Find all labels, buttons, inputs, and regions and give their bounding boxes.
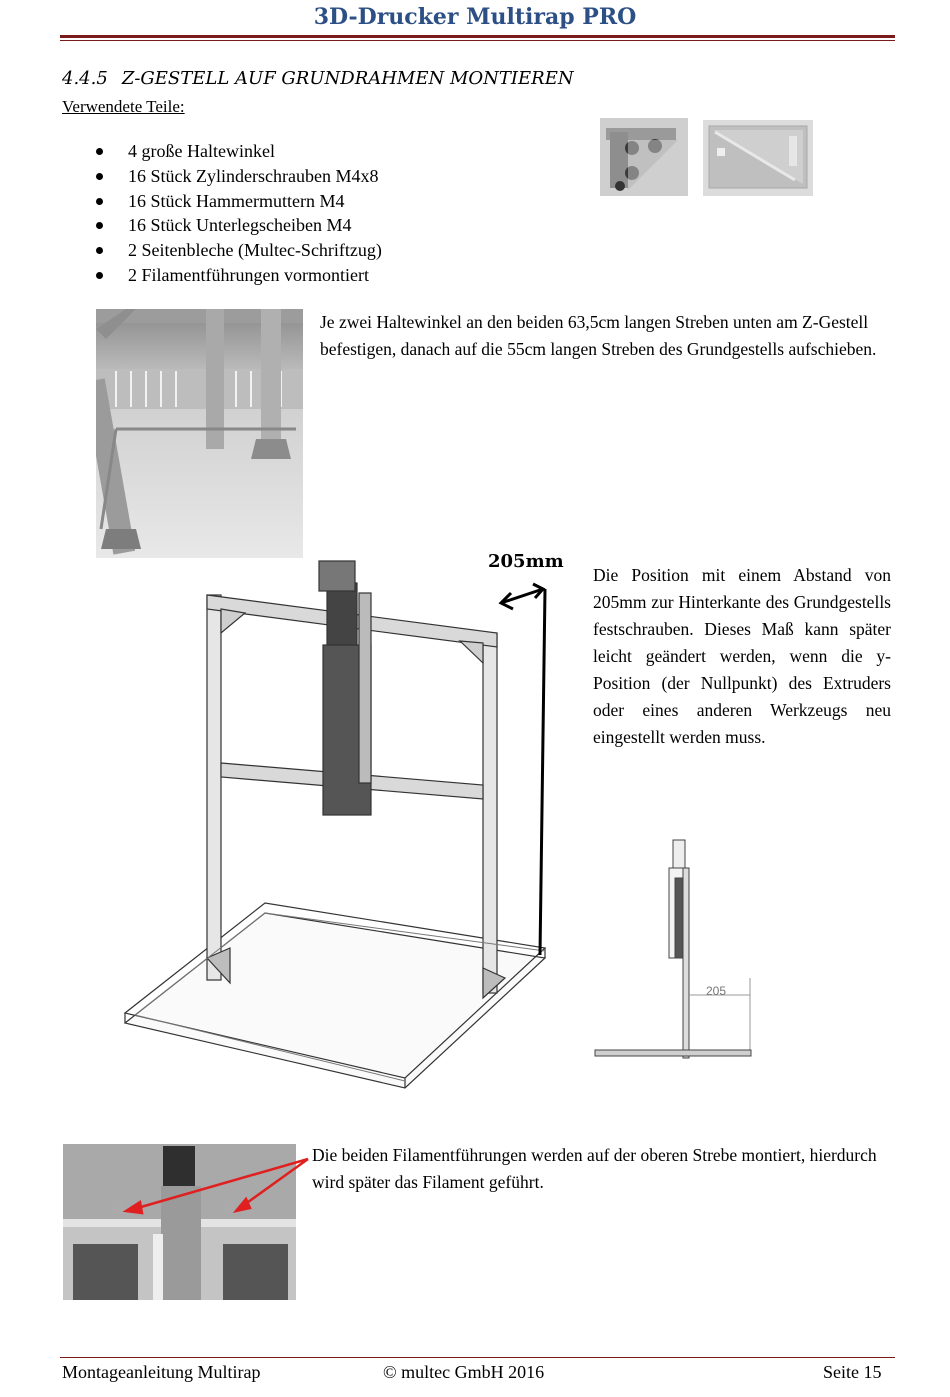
dimension-label: 205mm <box>488 551 564 572</box>
parts-list <box>90 139 382 288</box>
bracket-photo <box>600 118 688 196</box>
side-plate-photo <box>703 120 813 196</box>
red-arrows <box>118 1155 318 1225</box>
list-item: 16 Stück Unterlegscheiben M4 <box>90 213 382 238</box>
section-heading <box>62 68 574 89</box>
parts-heading: Verwendete Teile: <box>62 97 185 116</box>
side-view-dimension-label: 205 <box>706 984 727 998</box>
list-item: 2 Filamentführungen vormontiert <box>90 263 382 288</box>
section-number: 4.4.5 <box>62 68 108 89</box>
header-rule <box>60 35 895 38</box>
paragraph-position-instruction: Die Position mit einem Abstand von 205mm zur Hinterkante des Grundgestells festschrauben. Dieses Maß kann später leicht geändert werden, wenn die y-Position (der Nullpunkt) des Extruders oder eines anderen Werkzeugs neu eingestellt werden muss. <box>593 565 891 747</box>
footer-page-number: Seite 15 <box>823 1362 882 1382</box>
header-rule-thin <box>60 40 895 41</box>
frame-corner-photo <box>96 309 303 558</box>
list-item: 2 Seitenbleche (Multec-Schriftzug) <box>90 238 382 263</box>
z-frame-drawing <box>115 553 555 1098</box>
paragraph-filament-guide: Die beiden Filamentführungen werden auf der oberen Strebe montiert, hierdurch wird später das Filament geführt. <box>312 1145 877 1192</box>
list-item: 4 große Haltewinkel <box>90 139 382 164</box>
list-item: 16 Stück Zylinderschrauben M4x8 <box>90 164 382 189</box>
side-view-drawing <box>593 838 753 1060</box>
footer-center: © multec GmbH 2016 <box>383 1362 545 1382</box>
footer-rule <box>60 1357 895 1358</box>
footer-left: Montageanleitung Multirap <box>62 1362 261 1382</box>
document-header-title: 3D-Drucker Multirap PRO <box>313 4 637 30</box>
paragraph-mounting-instruction: Je zwei Haltewinkel an den beiden 63,5cm langen Streben unten am Z-Gestell befestigen, danach auf die 55cm langen Streben des Grundgestells aufschieben. <box>320 312 877 359</box>
section-title: Z-GESTELL AUF GRUNDRAHMEN MONTIEREN <box>121 68 574 89</box>
list-item: 16 Stück Hammermuttern M4 <box>90 189 382 214</box>
